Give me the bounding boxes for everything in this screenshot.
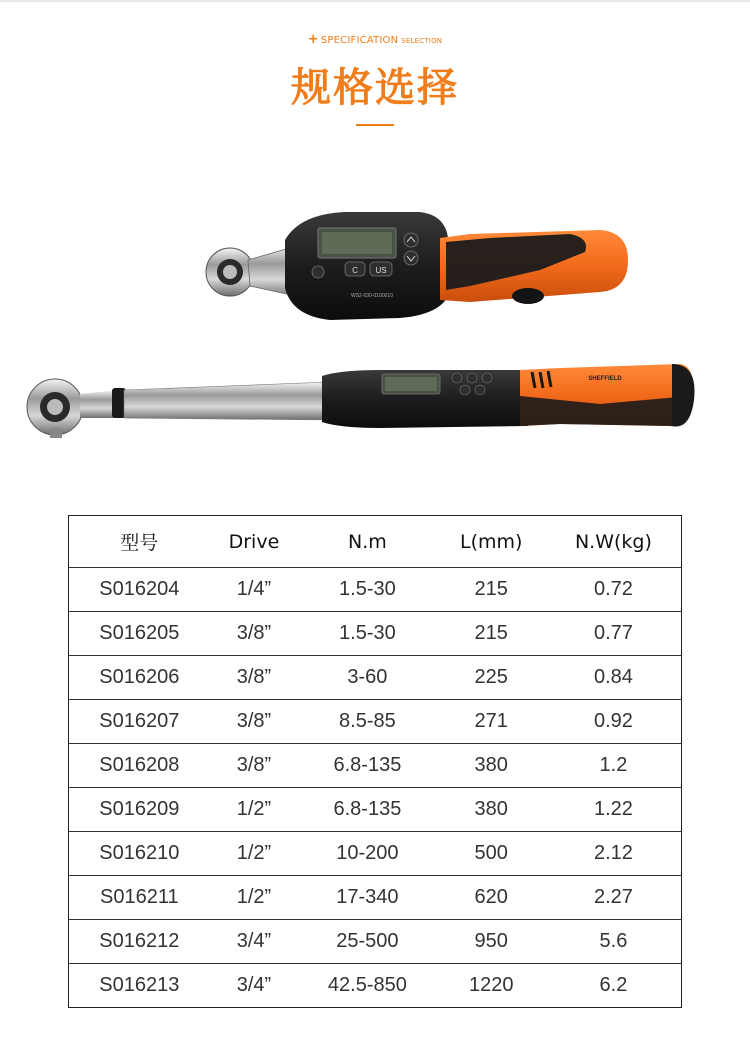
cell-weight: 0.92 — [546, 700, 682, 744]
cell-length: 380 — [437, 744, 546, 788]
cell-drive: 3/4” — [210, 920, 299, 964]
cell-drive: 1/2” — [210, 876, 299, 920]
cell-drive: 1/4” — [210, 568, 299, 612]
cell-drive: 1/2” — [210, 788, 299, 832]
cell-drive: 3/8” — [210, 656, 299, 700]
cell-model: S016205 — [69, 612, 210, 656]
spec-table — [68, 515, 682, 1008]
header-weight: N.W(kg) — [546, 516, 682, 568]
plus-icon: + — [307, 32, 319, 47]
header-drive: Drive — [210, 516, 299, 568]
cell-length: 215 — [437, 568, 546, 612]
top-divider-line — [0, 0, 750, 2]
cell-drive: 3/4” — [236, 974, 272, 996]
table-row — [69, 920, 682, 964]
small-torque-wrench — [206, 212, 628, 320]
cell-weight: 0.72 — [546, 568, 682, 612]
cell-length: 215 — [437, 612, 546, 656]
page-title: 规格选择 — [291, 65, 459, 111]
table-row — [69, 700, 682, 744]
cell-torque: 42.5-850 — [327, 974, 407, 996]
table-row — [69, 568, 682, 612]
cell-model: S016209 — [69, 788, 210, 832]
cell-model: S016210 — [69, 832, 210, 876]
header-length: L(mm) — [437, 516, 546, 568]
cell-drive: 1/2” — [210, 832, 299, 876]
small-button-c: C — [352, 266, 358, 275]
cell-drive: 3/8” — [210, 700, 299, 744]
cell-model: S016208 — [69, 744, 210, 788]
cell-model: S016212 — [69, 920, 210, 964]
header-model: 型号 — [69, 516, 210, 568]
section-tag — [0, 32, 750, 47]
cell-torque: 17-340 — [298, 876, 436, 920]
cell-model: S016204 — [69, 568, 210, 612]
cell-weight: 5.6 — [546, 920, 682, 964]
cell-weight: 1.22 — [546, 788, 682, 832]
cell-weight: 0.77 — [546, 612, 682, 656]
cell-weight: 2.27 — [546, 876, 682, 920]
cell-length: 380 — [437, 788, 546, 832]
cell-torque: 3-60 — [298, 656, 436, 700]
section-tag-main: SPECIFICATION — [320, 35, 399, 46]
cell-torque: 10-200 — [298, 832, 436, 876]
cell-length: 500 — [437, 832, 546, 876]
title-underline — [356, 124, 394, 126]
cell-weight: 1.2 — [546, 744, 682, 788]
table-row — [69, 788, 682, 832]
cell-torque: 6.8-135 — [298, 744, 436, 788]
small-wrench-engraving: WS2-030-0100010 — [351, 293, 393, 299]
cell-torque: 8.5-85 — [298, 700, 436, 744]
cell-length: 950 — [437, 920, 546, 964]
large-torque-wrench — [27, 364, 695, 438]
cell-length: 1220 — [468, 974, 514, 996]
cell-torque: 1.5-30 — [298, 568, 436, 612]
table-header-row — [69, 516, 682, 568]
product-images — [0, 190, 750, 450]
cell-weight: 6.2 — [599, 974, 628, 996]
cell-drive: 3/8” — [210, 612, 299, 656]
cell-model: S016211 — [69, 876, 210, 920]
table-row — [69, 612, 682, 656]
cell-weight: 2.12 — [546, 832, 682, 876]
cell-weight: 0.84 — [546, 656, 682, 700]
cell-torque: 1.5-30 — [298, 612, 436, 656]
small-button-us: US — [375, 266, 387, 275]
cell-length: 271 — [437, 700, 546, 744]
cell-model: S016206 — [69, 656, 210, 700]
table-row — [69, 876, 682, 920]
table-row — [69, 656, 682, 700]
cell-model: S016207 — [69, 700, 210, 744]
cell-model: S016213 — [99, 974, 180, 996]
cell-drive: 3/8” — [210, 744, 299, 788]
section-tag-sub: SELECTION — [401, 37, 443, 45]
table-row — [69, 744, 682, 788]
cell-length: 620 — [437, 876, 546, 920]
cell-length: 225 — [437, 656, 546, 700]
cell-torque: 6.8-135 — [298, 788, 436, 832]
cell-torque: 25-500 — [298, 920, 436, 964]
header-torque: N.m — [298, 516, 436, 568]
table-row — [69, 964, 682, 1008]
table-row — [69, 832, 682, 876]
large-wrench-brand: SHEFFIELD — [588, 376, 622, 382]
